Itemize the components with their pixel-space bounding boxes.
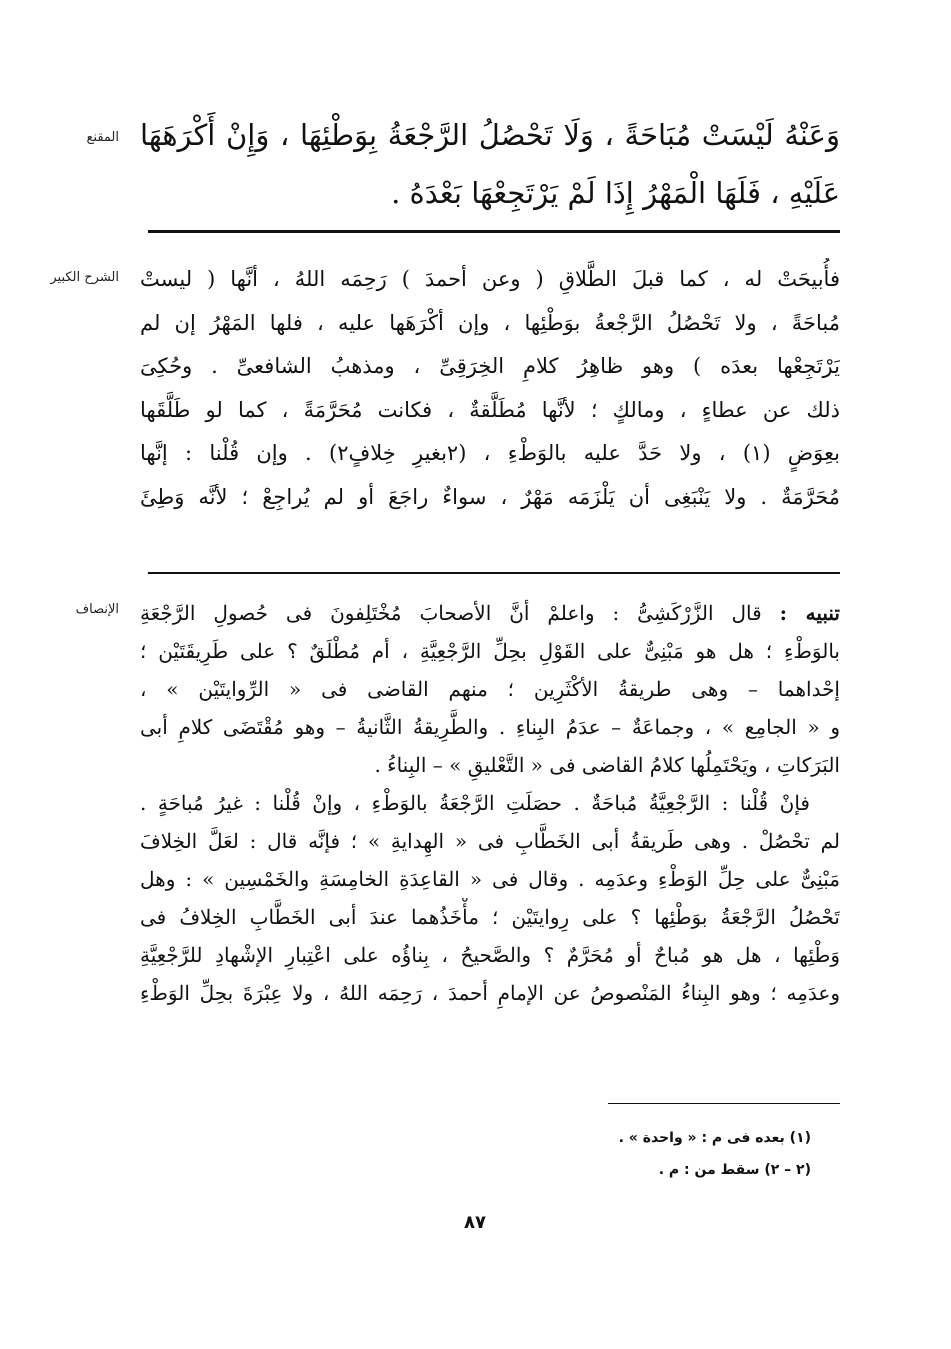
sharh-line: ذلك عن عطاءٍ ، ومالكٍ ؛ لأنَّها مُطَلَّقةٌ ، فكانت مُحَرَّمَةً ، كما لو طَلَّقَها — [140, 397, 840, 422]
insaf-line: لم تحْصُلْ . وهى طَريقةُ أبى الخَطَّابِ فى « الهِدايةِ » ؛ فإنَّه قال : لعَلَّ الخِلافَ — [140, 829, 840, 853]
page-number: ٨٧ — [464, 1212, 486, 1233]
footnote: (١) بعده فى م : « واحدة » . — [618, 1130, 811, 1146]
insaf-line: مَبْنِىٌّ على حِلِّ الوَطْءِ وعدَمِه . وقال فى « القاعِدَةِ الخامِسَةِ والخَمْسِين » : وهل — [140, 867, 840, 891]
insaf-line: وَطْئِها ، هل هو مُباحٌ أو مُحَرَّمٌ ؟ والصَّحيحُ ، بِناؤُه على اعْتِبارِ الإشْهادِ للرَّجْعِيَّةِ — [140, 943, 840, 967]
insaf-line: بالوَطْءِ ؛ هل هو مَبْنِىٌّ على القَوْلِ بحِلِّ الرَّجْعِيَّةِ ، أم مُطْلَقٌ ؟ على طَرِيقَتَيْن ؛ — [140, 639, 840, 663]
insaf-line — [140, 594, 840, 632]
sharh-line: يَرْتَجِعْها بعدَه ) وهو ظاهِرُ كلامِ الخِرَقِىِّ ، ومذهبُ الشافعىِّ . وحُكِىَ — [140, 354, 840, 378]
note-heading: تنبيه : — [779, 601, 840, 625]
footnotes — [619, 1122, 811, 1186]
insaf-text — [140, 594, 840, 1012]
insaf-line: فإنْ قُلْنا : الرَّجْعِيَّةُ مُباحَةٌ . حصَلَتِ الرَّجْعَةُ بالوَطْءِ ، وإنْ قُلْنا : غيرُ مُباحَةٍ . — [140, 791, 810, 815]
sharh-text — [140, 258, 840, 519]
insaf-line: تَحْصُلُ الرَّجْعَةُ بوَطْئِها ؟ على رِوايتَيْن ؛ مأْخَذُهما عندَ أبى الخَطَّابِ الخِلافُ فى — [140, 905, 840, 929]
insaf-line-text: قال الزَّرْكَشِىُّ : واعلمْ أنَّ الأصحابَ مُخْتَلِفونَ فى حُصولِ الرَّجْعَةِ — [140, 601, 762, 625]
sharh-side-label: الشرح الكبير — [50, 270, 119, 285]
sharh-line: بعِوَضٍ (١) ، ولا حَدَّ عليه بالوَطْءِ ، (٢بغيرِ خِلافٍ٢) . وإن قُلْنا : إنَّها — [140, 441, 840, 465]
sharh-line: فأُبيحَتْ له ، كما قبلَ الطَّلاقِ ( وعن أحمدَ ) رَحِمَه اللهُ ، أنَّها ( ليستْ — [140, 267, 840, 291]
section-divider — [148, 230, 840, 233]
sharh-line: مُحَرَّمَةٌ . ولا يَنْبَغِى أن يَلْزَمَه مَهْرٌ ، سواءٌ راجَعَ أو لم يُراجِعْ ؛ لأنَّه وَطِئَ — [140, 484, 840, 509]
insaf-side-label: الإنصاف — [75, 602, 119, 617]
insaf-line: و « الجامِع » ، وجماعَةٌ – عدَمُ البِناءِ . والطَّرِيقةُ الثَّانيةُ – وهو مُقْتَضَى كلامِ أبى — [140, 715, 840, 739]
muqni-line: وَعَنْهُ لَيْسَتْ مُبَاحَةً ، وَلَا تَحْصُلُ الرَّجْعَةُ بِوَطْئِهَا ، وَإِنْ أَكْرَهَهَا — [140, 118, 840, 152]
muqni-side-label: المقنع — [86, 130, 119, 145]
insaf-line: إحْداهما – وهى طريقةُ الأكْثَرِين ؛ منهم القاضى فى « الرِّوايتَيْن » ، — [140, 677, 840, 701]
section-divider — [148, 572, 840, 574]
footnote-separator — [608, 1103, 840, 1104]
muqni-line: عَلَيْهِ ، فَلَهَا الْمَهْرُ إِذَا لَمْ يَرْتَجِعْهَا بَعْدَهُ . — [391, 176, 840, 210]
muqni-text — [140, 106, 840, 222]
sharh-line: مُباحَةً ، ولا تَحْصُلُ الرَّجْعةُ بوَطْئِها ، وإن أكْرَهَها عليه ، فلها المَهْرُ إن لم — [140, 310, 840, 335]
footnote: (٢ – ٢) سقط من : م . — [658, 1162, 811, 1178]
insaf-line: البَرَكاتِ ، ويَحْتَمِلُها كلامُ القاضى فى « التَّعْليقِ » – البِناءُ . — [374, 753, 840, 777]
insaf-line: وعدَمِه ؛ وهو البِناءُ المَنْصوصُ عن الإمامِ أحمدَ ، رَحِمَه اللهُ ، ولا عِبْرَةَ بحِلِّ الوَطْءِ — [140, 981, 840, 1005]
